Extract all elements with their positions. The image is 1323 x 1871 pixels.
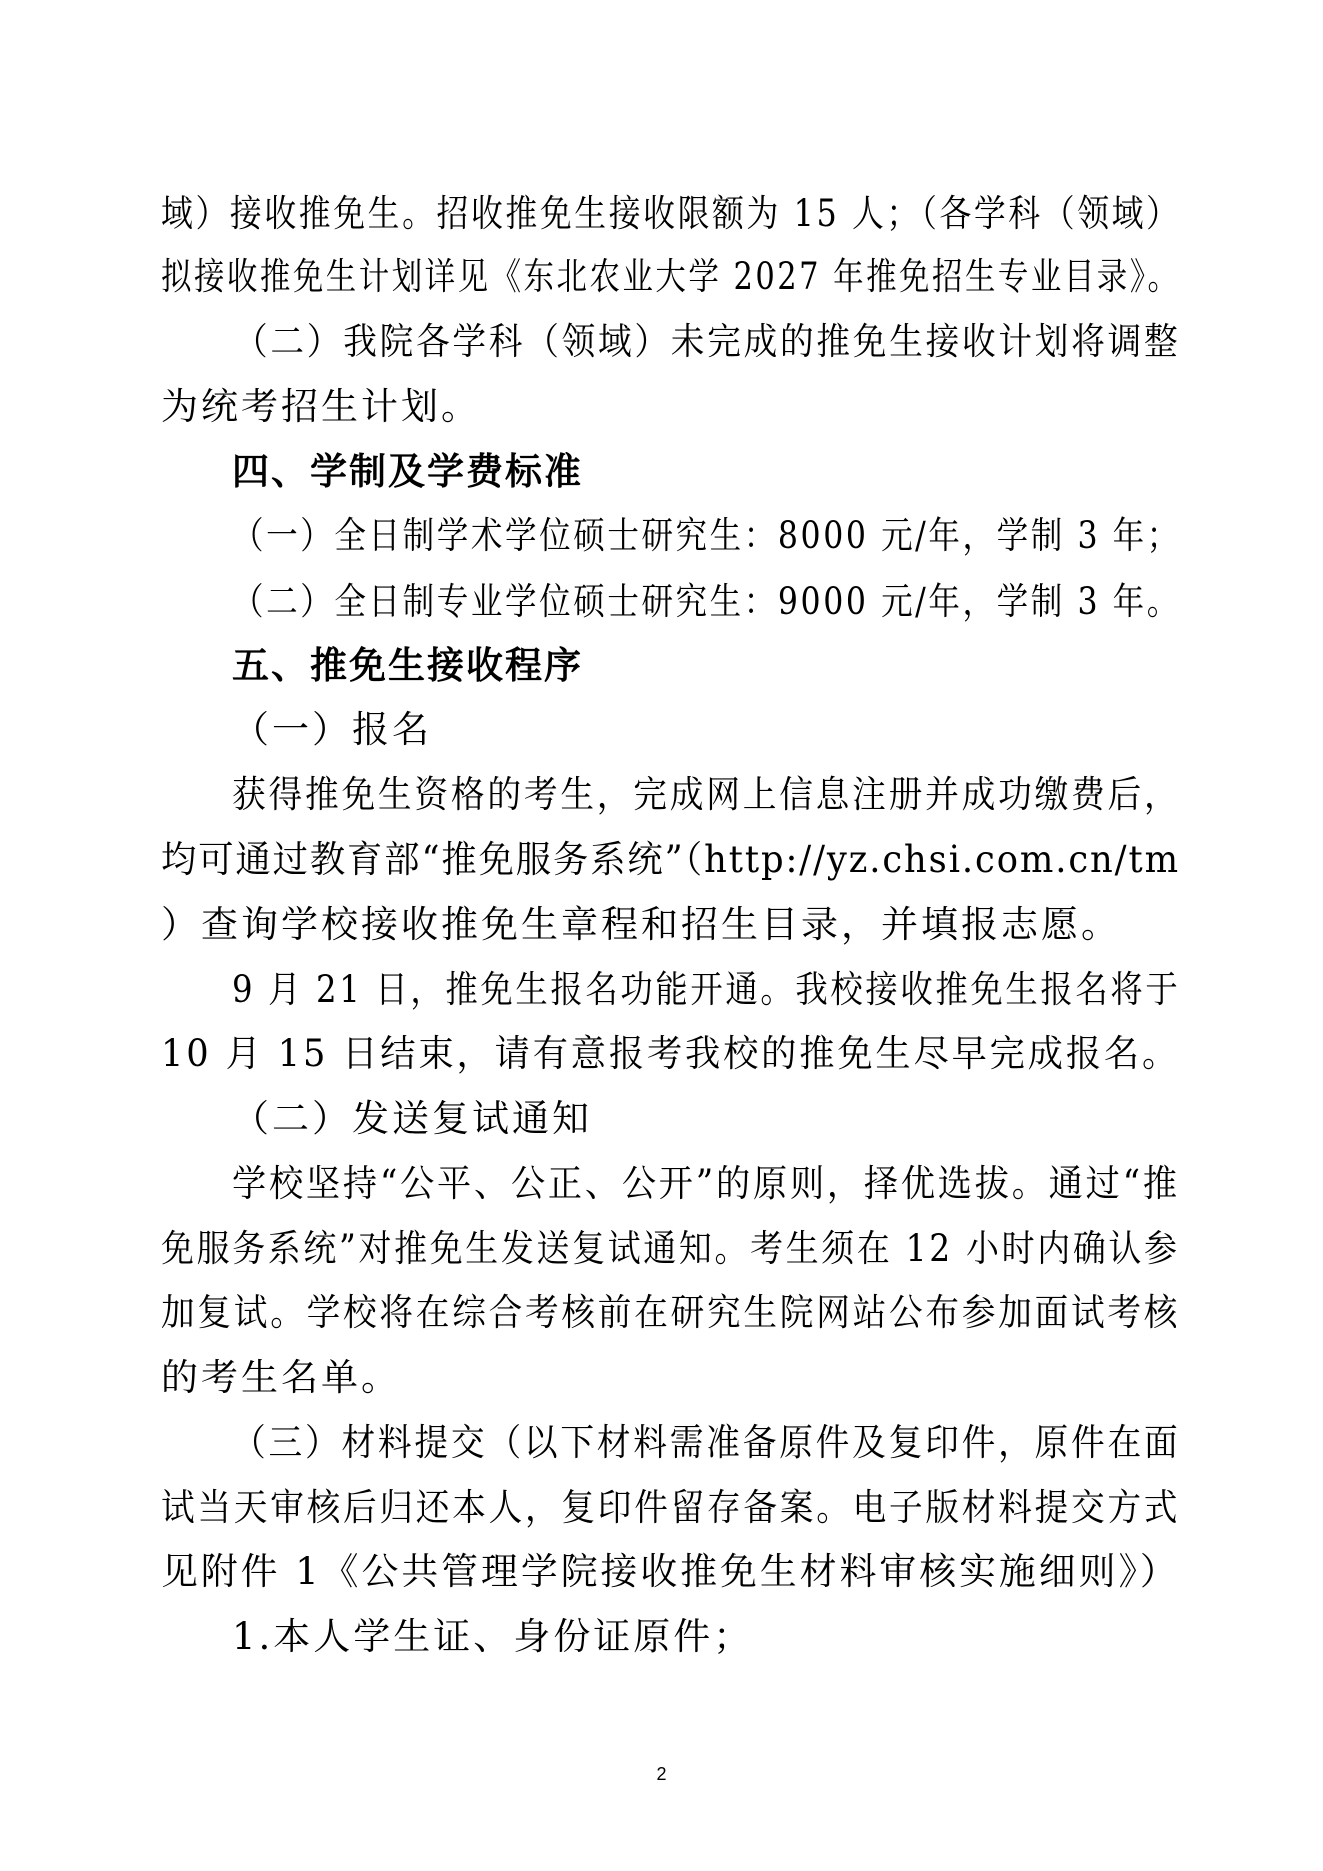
text-line: 域）接收推免生。招收推免生接收限额为 15 人；（各学科（领域）: [161, 192, 1181, 235]
subsection-heading: （一）报名: [232, 708, 432, 751]
section-heading: 五、推免生接收程序: [232, 644, 583, 687]
text-line: 试当天审核后归还本人，复印件留存备案。电子版材料提交方式: [161, 1486, 1181, 1529]
text-line: 学校坚持“公平、公正、公开”的原则，择优选拔。通过“推: [232, 1162, 1180, 1205]
text-line: （二）我院各学科（领域）未完成的推免生接收计划将调整: [234, 320, 1181, 363]
text-line: 10 月 15 日结束，请有意报考我校的推免生尽早完成报名。: [161, 1032, 1181, 1075]
text-line: 9 月 21 日，推免生报名功能开通。我校接收推免生报名将于: [232, 968, 1181, 1011]
text-line: 为统考招生计划。: [161, 385, 481, 428]
text-line: 获得推免生资格的考生，完成网上信息注册并成功缴费后，: [232, 773, 1181, 816]
text-line: （一）全日制学术学位硕士研究生：8000 元/年，学制 3 年；: [232, 514, 1181, 557]
text-line: （三）材料提交（以下材料需准备原件及复印件，原件在面: [232, 1421, 1181, 1464]
text-line: 拟接收推免生计划详见《东北农业大学 2027 年推免招生专业目录》。: [161, 255, 1181, 298]
section-heading: 四、学制及学费标准: [232, 450, 583, 493]
text-line: 1.本人学生证、身份证原件；: [232, 1615, 754, 1658]
text-line: （二）全日制专业学位硕士研究生：9000 元/年，学制 3 年。: [232, 580, 1181, 623]
text-line: ）查询学校接收推免生章程和招生目录，并填报志愿。: [161, 903, 1121, 946]
text-line: 的考生名单。: [161, 1356, 401, 1399]
text-line: 免服务系统”对推免生发送复试通知。考生须在 12 小时内确认参: [161, 1227, 1180, 1270]
text-line: 加复试。学校将在综合考核前在研究生院网站公布参加面试考核: [161, 1291, 1181, 1334]
text-line: 见附件 1《公共管理学院接收推免生材料审核实施细则》）: [161, 1550, 1180, 1593]
text-line: 均可通过教育部“推免服务系统”（http://yz.chsi.com.cn/tm: [161, 838, 1180, 881]
page-number: 2: [656, 1764, 667, 1784]
subsection-heading: （二）发送复试通知: [232, 1097, 592, 1140]
